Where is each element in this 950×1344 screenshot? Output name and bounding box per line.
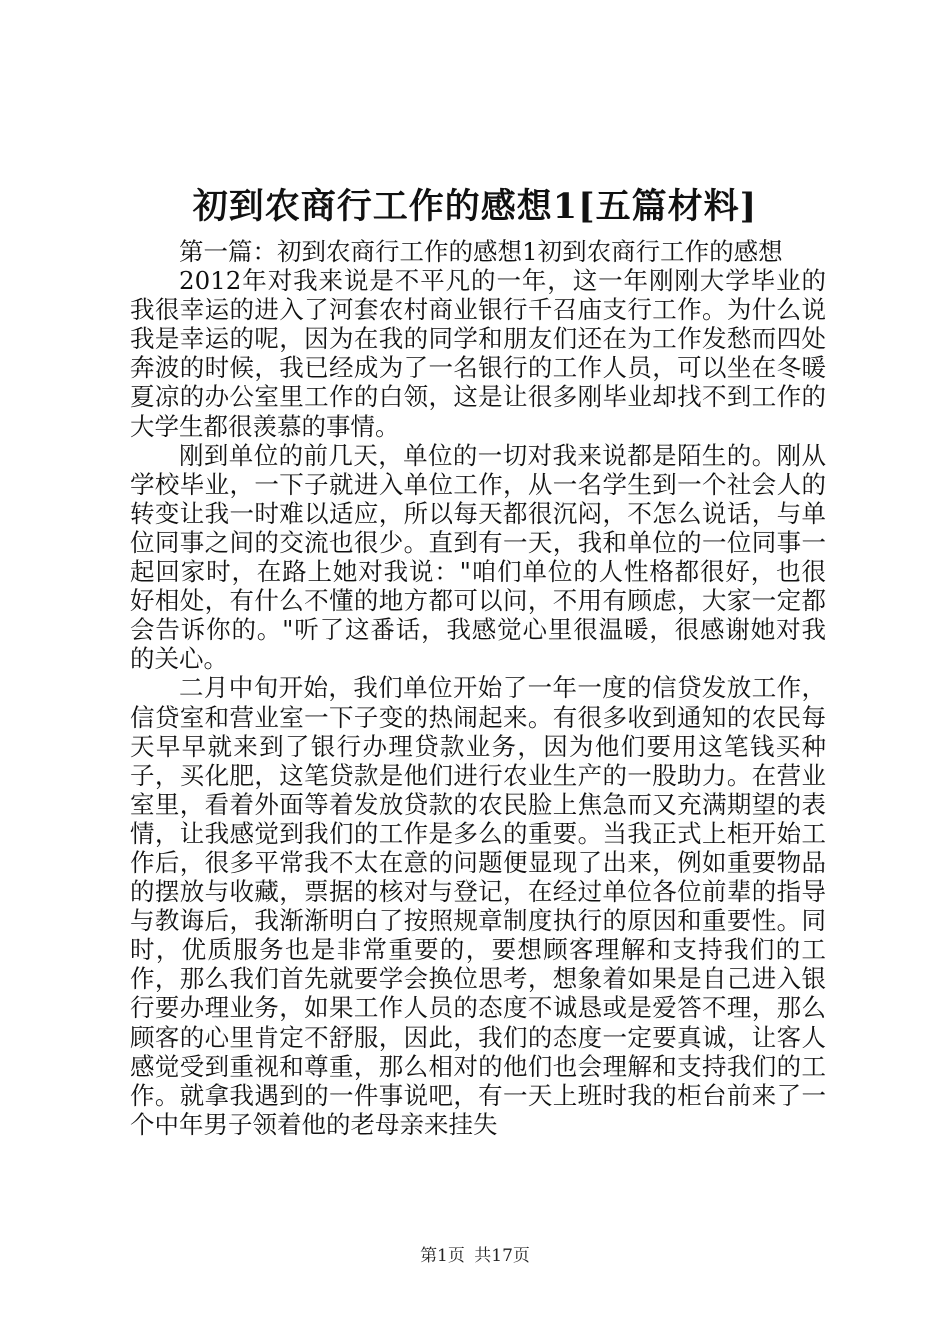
paragraph: 2012年对我来说是不平凡的一年，这一年刚刚大学毕业的我很幸运的进入了河套农村商业银行千召庙支行工作。为什么说我是幸运的呢，因为在我的同学和朋友们还在为工作发愁而四处奔波的时候，我已经成为了一名银行的工作人员，可以坐在冬暖夏凉的办公室里工作的白领，这是让很多刚毕业却找不到工作的大学生都很羡慕的事情。 <box>130 266 826 441</box>
paragraph-heading: 第一篇：初到农商行工作的感想1初到农商行工作的感想 <box>179 237 783 266</box>
paragraph: 刚到单位的前几天，单位的一切对我来说都是陌生的。刚从学校毕业，一下子就进入单位工作，从一名学生到一个社会人的转变让我一时难以适应，所以每天都很沉闷，不怎么说话，与单位同事之间的交流也很少。直到有一天，我和单位的一位同事一起回家时，在路上她对我说："咱们单位的人性格都很好，也很好相处，有什么不懂的地方都可以问，不用有顾虑，大家一定都会告诉你的。"听了这番话，我感觉心里很温暖，很感谢她对我的关心。 <box>130 440 826 674</box>
document-body <box>130 237 826 1139</box>
page-total: 共17页 <box>474 1246 530 1266</box>
document-title: 初到农商行工作的感想1[五篇材料] <box>192 186 758 227</box>
paragraph: 二月中旬开始，我们单位开始了一年一度的信贷发放工作，信贷室和营业室一下子变的热闹起来。有很多收到通知的农民每天早早就来到了银行办理贷款业务，因为他们要用这笔钱买种子，买化肥，这笔贷款是他们进行农业生产的一股助力。在营业室里，看着外面等着发放贷款的农民脸上焦急而又充满期望的表情，让我感觉到我们的工作是多么的重要。当我正式上柜开始工作后，很多平常我不太在意的问题便显现了出来，例如重要物品的摆放与收藏，票据的核对与登记，在经过单位各位前辈的指导与教诲后，我渐渐明白了按照规章制度执行的原因和重要性。同时，优质服务也是非常重要的，要想顾客理解和支持我们的工作，那么我们首先就要学会换位思考，想象着如果是自己进入银行要办理业务，如果工作人员的态度不诚恳或是爱答不理，那么顾客的心里肯定不舒服，因此，我们的态度一定要真诚，让客人感觉受到重视和尊重，那么相对的他们也会理解和支持我们的工作。就拿我遇到的一件事说吧，有一天上班时我的柜台前来了一个中年男子领着他的老母亲来挂失 <box>130 673 826 1139</box>
page-number: 第1页 <box>420 1246 465 1266</box>
page-footer <box>0 1244 950 1268</box>
